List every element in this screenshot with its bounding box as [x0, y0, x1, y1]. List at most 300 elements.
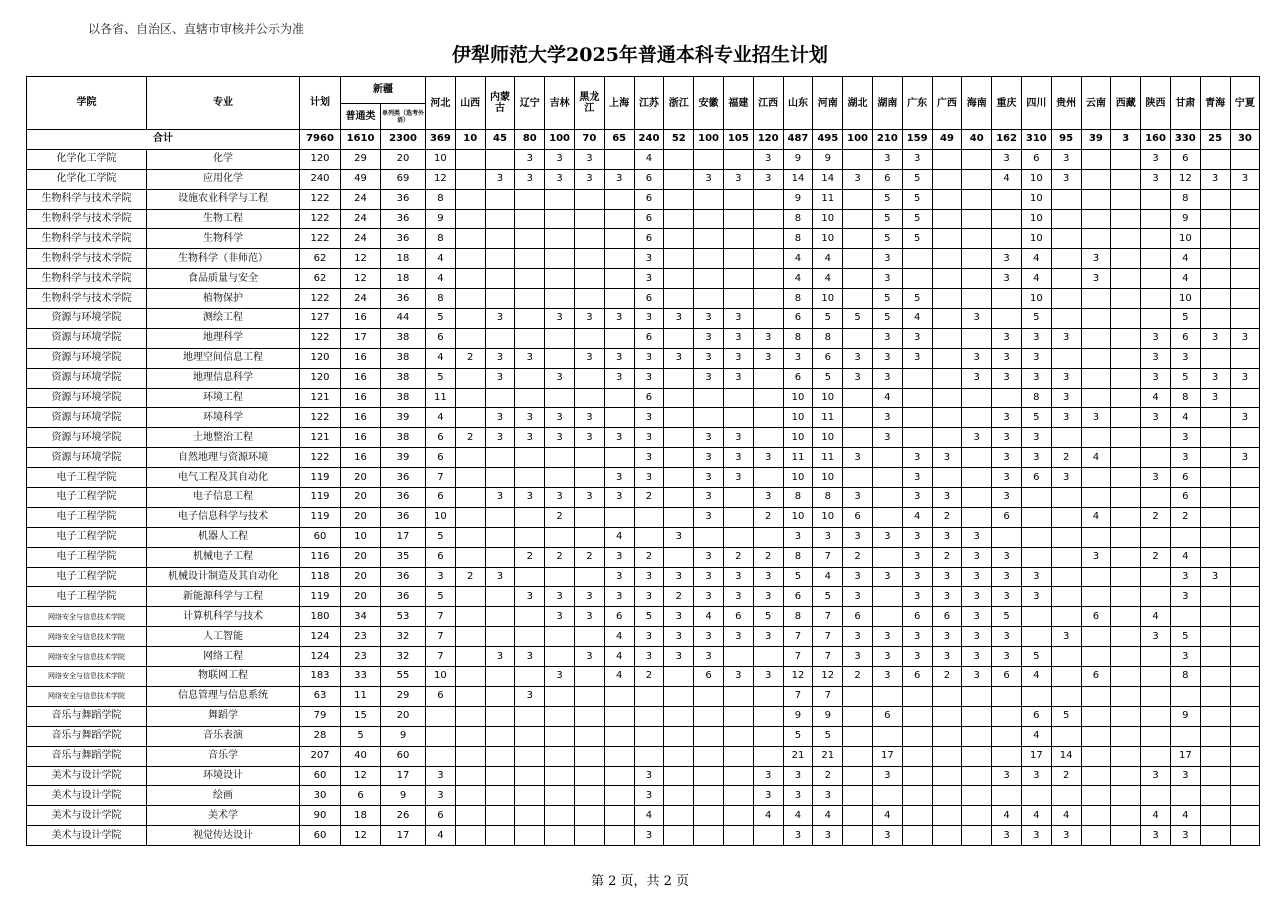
- total-cell: 100: [694, 130, 724, 150]
- quota-cell: [545, 647, 575, 667]
- quota-cell: [545, 229, 575, 249]
- quota-cell: [1111, 368, 1141, 388]
- quota-cell: 7: [426, 647, 456, 667]
- quota-cell: [664, 209, 694, 229]
- quota-cell: 62: [300, 249, 341, 269]
- quota-cell: 12: [341, 766, 381, 786]
- quota-cell: [634, 527, 664, 547]
- quota-cell: 2: [843, 547, 873, 567]
- quota-cell: 3: [1170, 826, 1200, 846]
- college-cell: 美术与设计学院: [27, 806, 147, 826]
- quota-cell: 35: [381, 547, 426, 567]
- quota-cell: [843, 686, 873, 706]
- quota-cell: 3: [902, 328, 932, 348]
- quota-cell: [574, 448, 604, 468]
- quota-cell: 3: [962, 567, 992, 587]
- quota-cell: 4: [1170, 269, 1200, 289]
- quota-cell: [1230, 746, 1260, 766]
- header-province: 广东: [902, 77, 932, 130]
- quota-cell: 3: [962, 348, 992, 368]
- quota-cell: 17: [1021, 746, 1051, 766]
- quota-cell: 3: [843, 448, 873, 468]
- quota-cell: [694, 527, 724, 547]
- quota-cell: [694, 766, 724, 786]
- quota-cell: 3: [902, 527, 932, 547]
- quota-cell: [545, 686, 575, 706]
- quota-cell: [515, 826, 545, 846]
- quota-cell: [723, 786, 753, 806]
- quota-cell: [574, 269, 604, 289]
- table-row: [27, 647, 1260, 667]
- table-row: [27, 826, 1260, 846]
- quota-cell: [1021, 786, 1051, 806]
- header-province: 山东: [783, 77, 813, 130]
- quota-cell: [1051, 229, 1081, 249]
- quota-cell: 40: [341, 746, 381, 766]
- quota-cell: 4: [813, 269, 843, 289]
- quota-cell: [1051, 726, 1081, 746]
- quota-cell: 6: [783, 309, 813, 329]
- quota-cell: [1111, 766, 1141, 786]
- table-row: [27, 587, 1260, 607]
- college-cell: 资源与环境学院: [27, 408, 147, 428]
- college-cell: 资源与环境学院: [27, 328, 147, 348]
- quota-cell: 10: [813, 289, 843, 309]
- quota-cell: [1081, 786, 1111, 806]
- quota-cell: [455, 189, 485, 209]
- quota-cell: [992, 686, 1022, 706]
- quota-cell: [962, 766, 992, 786]
- quota-cell: [1081, 488, 1111, 508]
- quota-cell: [1230, 468, 1260, 488]
- quota-cell: [1111, 209, 1141, 229]
- quota-cell: [1200, 408, 1230, 428]
- quota-cell: [515, 527, 545, 547]
- quota-cell: [1051, 249, 1081, 269]
- quota-cell: 6: [1170, 328, 1200, 348]
- quota-cell: 3: [664, 607, 694, 627]
- quota-cell: [962, 328, 992, 348]
- quota-cell: [1051, 428, 1081, 448]
- quota-cell: [455, 686, 485, 706]
- quota-cell: [753, 428, 783, 448]
- quota-cell: 3: [992, 567, 1022, 587]
- quota-cell: [664, 766, 694, 786]
- quota-cell: 6: [634, 229, 664, 249]
- major-cell: 生物科学（非师范）: [147, 249, 300, 269]
- quota-cell: [1081, 229, 1111, 249]
- quota-cell: [604, 448, 634, 468]
- quota-cell: [932, 289, 962, 309]
- table-row: [27, 507, 1260, 527]
- quota-cell: [694, 249, 724, 269]
- quota-cell: [664, 388, 694, 408]
- quota-cell: [872, 468, 902, 488]
- quota-cell: 3: [634, 348, 664, 368]
- quota-cell: [962, 209, 992, 229]
- quota-cell: [455, 488, 485, 508]
- quota-cell: 3: [1170, 428, 1200, 448]
- header-province: 贵州: [1051, 77, 1081, 130]
- quota-cell: 16: [341, 428, 381, 448]
- quota-cell: 5: [341, 726, 381, 746]
- total-cell: 240: [634, 130, 664, 150]
- quota-cell: [753, 368, 783, 388]
- quota-cell: 3: [664, 527, 694, 547]
- quota-cell: [932, 766, 962, 786]
- quota-cell: [455, 766, 485, 786]
- quota-cell: [455, 587, 485, 607]
- quota-cell: [872, 448, 902, 468]
- quota-cell: 6: [783, 368, 813, 388]
- quota-cell: 11: [341, 686, 381, 706]
- quota-cell: 10: [813, 468, 843, 488]
- table-row: [27, 209, 1260, 229]
- quota-cell: 3: [902, 468, 932, 488]
- quota-cell: [1081, 686, 1111, 706]
- quota-cell: 3: [1170, 448, 1200, 468]
- quota-cell: 6: [426, 806, 456, 826]
- major-cell: 新能源科学与工程: [147, 587, 300, 607]
- quota-cell: 15: [341, 706, 381, 726]
- quota-cell: [1141, 686, 1171, 706]
- header-province: 辽宁: [515, 77, 545, 130]
- quota-cell: 3: [992, 587, 1022, 607]
- quota-cell: [1021, 527, 1051, 547]
- major-cell: 植物保护: [147, 289, 300, 309]
- quota-cell: 6: [813, 348, 843, 368]
- quota-cell: [545, 766, 575, 786]
- quota-cell: 36: [381, 209, 426, 229]
- quota-cell: [455, 269, 485, 289]
- quota-cell: 6: [634, 209, 664, 229]
- quota-cell: 2: [932, 507, 962, 527]
- header-province: 江西: [753, 77, 783, 130]
- college-cell: 资源与环境学院: [27, 448, 147, 468]
- table-row: [27, 468, 1260, 488]
- quota-cell: 3: [962, 527, 992, 547]
- quota-cell: [843, 706, 873, 726]
- quota-cell: 10: [783, 428, 813, 448]
- quota-cell: 3: [1141, 368, 1171, 388]
- quota-cell: 8: [783, 209, 813, 229]
- quota-cell: [843, 826, 873, 846]
- quota-cell: [634, 726, 664, 746]
- quota-cell: 3: [783, 766, 813, 786]
- quota-cell: [1081, 169, 1111, 189]
- quota-cell: 3: [723, 667, 753, 687]
- quota-cell: [604, 209, 634, 229]
- quota-cell: [485, 686, 515, 706]
- quota-cell: [1111, 249, 1141, 269]
- quota-cell: [843, 726, 873, 746]
- college-cell: 生物科学与技术学院: [27, 269, 147, 289]
- quota-cell: 32: [381, 627, 426, 647]
- quota-cell: 2: [932, 547, 962, 567]
- total-cell: 45: [485, 130, 515, 150]
- quota-cell: 3: [574, 647, 604, 667]
- quota-cell: 3: [1051, 149, 1081, 169]
- quota-cell: 3: [783, 348, 813, 368]
- quota-cell: [1111, 388, 1141, 408]
- table-row: [27, 746, 1260, 766]
- quota-cell: 3: [545, 488, 575, 508]
- quota-cell: 5: [902, 289, 932, 309]
- quota-cell: 3: [962, 587, 992, 607]
- quota-cell: 3: [843, 647, 873, 667]
- quota-cell: 4: [1021, 806, 1051, 826]
- quota-cell: [1200, 746, 1230, 766]
- quota-cell: [932, 209, 962, 229]
- quota-cell: 3: [545, 428, 575, 448]
- college-cell: 电子工程学院: [27, 567, 147, 587]
- quota-cell: 5: [426, 587, 456, 607]
- quota-cell: [1141, 488, 1171, 508]
- quota-cell: [1200, 249, 1230, 269]
- major-cell: 物联网工程: [147, 667, 300, 687]
- quota-cell: 3: [1021, 328, 1051, 348]
- page-title: 伊犁师范大学2025年普通本科专业招生计划: [452, 44, 828, 66]
- quota-cell: 3: [1051, 169, 1081, 189]
- quota-cell: [1081, 428, 1111, 448]
- quota-cell: [902, 269, 932, 289]
- quota-cell: 6: [783, 587, 813, 607]
- quota-cell: [455, 249, 485, 269]
- quota-cell: 10: [341, 527, 381, 547]
- quota-cell: [1111, 527, 1141, 547]
- quota-cell: [1170, 686, 1200, 706]
- quota-cell: 4: [1170, 249, 1200, 269]
- quota-cell: 4: [604, 667, 634, 687]
- quota-cell: 3: [545, 368, 575, 388]
- quota-cell: 3: [753, 766, 783, 786]
- quota-cell: [604, 686, 634, 706]
- quota-cell: [962, 249, 992, 269]
- quota-cell: [753, 269, 783, 289]
- quota-cell: 36: [381, 488, 426, 508]
- quota-cell: 120: [300, 149, 341, 169]
- quota-cell: [1230, 189, 1260, 209]
- quota-cell: 3: [426, 567, 456, 587]
- header-province: 广西: [932, 77, 962, 130]
- major-cell: 机械电子工程: [147, 547, 300, 567]
- header-province: 云南: [1081, 77, 1111, 130]
- quota-cell: 6: [604, 607, 634, 627]
- quota-cell: 8: [813, 328, 843, 348]
- quota-cell: 3: [962, 547, 992, 567]
- quota-cell: 20: [341, 567, 381, 587]
- quota-cell: [455, 209, 485, 229]
- quota-cell: 10: [813, 428, 843, 448]
- quota-cell: [1200, 766, 1230, 786]
- quota-cell: 3: [1200, 169, 1230, 189]
- quota-cell: 7: [426, 468, 456, 488]
- quota-cell: 6: [634, 169, 664, 189]
- quota-cell: 60: [381, 746, 426, 766]
- quota-cell: 23: [341, 627, 381, 647]
- quota-cell: 5: [1021, 309, 1051, 329]
- quota-cell: 5: [1170, 368, 1200, 388]
- quota-cell: [664, 269, 694, 289]
- major-cell: 音乐表演: [147, 726, 300, 746]
- quota-cell: [545, 249, 575, 269]
- quota-cell: [902, 388, 932, 408]
- quota-cell: 36: [381, 507, 426, 527]
- quota-cell: [1200, 686, 1230, 706]
- quota-cell: 3: [1051, 826, 1081, 846]
- quota-cell: [932, 328, 962, 348]
- header-xj-general: 普通类: [341, 104, 381, 130]
- quota-cell: [723, 388, 753, 408]
- quota-cell: 8: [426, 229, 456, 249]
- quota-cell: 3: [515, 408, 545, 428]
- quota-cell: [932, 826, 962, 846]
- quota-cell: [843, 786, 873, 806]
- quota-cell: 120: [300, 368, 341, 388]
- quota-cell: [932, 786, 962, 806]
- quota-cell: 3: [992, 348, 1022, 368]
- total-cell: 100: [545, 130, 575, 150]
- quota-cell: [1170, 527, 1200, 547]
- quota-cell: 3: [694, 368, 724, 388]
- quota-cell: [426, 706, 456, 726]
- quota-cell: 4: [1170, 408, 1200, 428]
- quota-cell: [515, 706, 545, 726]
- quota-cell: 4: [753, 806, 783, 826]
- quota-cell: [1141, 309, 1171, 329]
- quota-cell: 5: [813, 587, 843, 607]
- quota-cell: [574, 706, 604, 726]
- quota-cell: [485, 249, 515, 269]
- quota-cell: 3: [694, 309, 724, 329]
- quota-cell: [902, 766, 932, 786]
- quota-cell: 16: [341, 309, 381, 329]
- quota-cell: [753, 686, 783, 706]
- table-row: [27, 488, 1260, 508]
- quota-cell: [1111, 607, 1141, 627]
- quota-cell: 3: [664, 647, 694, 667]
- quota-cell: [992, 229, 1022, 249]
- quota-cell: [694, 149, 724, 169]
- total-cell: 95: [1051, 130, 1081, 150]
- quota-cell: 6: [1170, 488, 1200, 508]
- quota-cell: [1081, 627, 1111, 647]
- quota-cell: 3: [545, 408, 575, 428]
- quota-cell: 3: [634, 627, 664, 647]
- quota-cell: 5: [872, 189, 902, 209]
- quota-cell: 4: [1051, 806, 1081, 826]
- quota-cell: 3: [515, 488, 545, 508]
- quota-cell: 2: [634, 488, 664, 508]
- quota-cell: 3: [753, 169, 783, 189]
- quota-cell: 5: [813, 309, 843, 329]
- quota-cell: [545, 706, 575, 726]
- quota-cell: [694, 806, 724, 826]
- quota-cell: [843, 189, 873, 209]
- quota-cell: 3: [872, 567, 902, 587]
- quota-cell: 4: [902, 507, 932, 527]
- quota-cell: 9: [783, 189, 813, 209]
- quota-cell: 3: [783, 527, 813, 547]
- quota-cell: [1111, 468, 1141, 488]
- quota-cell: [1081, 309, 1111, 329]
- quota-cell: 28: [300, 726, 341, 746]
- quota-cell: [574, 567, 604, 587]
- quota-cell: [574, 229, 604, 249]
- quota-cell: [723, 488, 753, 508]
- quota-cell: [843, 229, 873, 249]
- quota-cell: [872, 547, 902, 567]
- quota-cell: 16: [341, 408, 381, 428]
- quota-cell: [485, 507, 515, 527]
- total-row: [27, 130, 1260, 150]
- quota-cell: 5: [872, 289, 902, 309]
- quota-cell: [723, 527, 753, 547]
- quota-cell: 4: [1141, 388, 1171, 408]
- quota-cell: 3: [545, 149, 575, 169]
- quota-cell: 6: [426, 328, 456, 348]
- quota-cell: [1111, 706, 1141, 726]
- quota-cell: [843, 388, 873, 408]
- quota-cell: 39: [381, 408, 426, 428]
- college-cell: 生物科学与技术学院: [27, 189, 147, 209]
- quota-cell: 3: [843, 587, 873, 607]
- quota-cell: 3: [604, 428, 634, 448]
- quota-cell: 3: [694, 348, 724, 368]
- quota-cell: 3: [664, 567, 694, 587]
- header-province: 西藏: [1111, 77, 1141, 130]
- table-row: [27, 229, 1260, 249]
- quota-cell: [1200, 488, 1230, 508]
- quota-cell: [753, 249, 783, 269]
- quota-cell: 3: [1021, 348, 1051, 368]
- quota-cell: 3: [872, 627, 902, 647]
- quota-cell: 3: [574, 428, 604, 448]
- quota-cell: [455, 368, 485, 388]
- quota-cell: 10: [813, 209, 843, 229]
- quota-cell: [694, 746, 724, 766]
- quota-cell: 3: [515, 686, 545, 706]
- major-cell: 环境设计: [147, 766, 300, 786]
- quota-cell: [753, 746, 783, 766]
- quota-cell: [455, 547, 485, 567]
- quota-cell: [515, 746, 545, 766]
- quota-cell: 18: [381, 269, 426, 289]
- quota-cell: [753, 468, 783, 488]
- quota-cell: [515, 627, 545, 647]
- quota-cell: 7: [783, 686, 813, 706]
- quota-cell: 3: [992, 368, 1022, 388]
- quota-cell: [1230, 567, 1260, 587]
- quota-cell: 3: [992, 448, 1022, 468]
- quota-cell: 2: [664, 587, 694, 607]
- quota-cell: [753, 209, 783, 229]
- college-cell: 生物科学与技术学院: [27, 289, 147, 309]
- major-cell: 视觉传达设计: [147, 826, 300, 846]
- quota-cell: 53: [381, 607, 426, 627]
- quota-cell: 11: [783, 448, 813, 468]
- quota-cell: [1141, 786, 1171, 806]
- total-cell: 495: [813, 130, 843, 150]
- quota-cell: 3: [634, 647, 664, 667]
- quota-cell: [634, 706, 664, 726]
- quota-cell: [1200, 428, 1230, 448]
- quota-cell: 3: [1230, 169, 1260, 189]
- total-cell: 3: [1111, 130, 1141, 150]
- quota-cell: 3: [574, 607, 604, 627]
- quota-cell: 4: [783, 249, 813, 269]
- quota-cell: 3: [1141, 348, 1171, 368]
